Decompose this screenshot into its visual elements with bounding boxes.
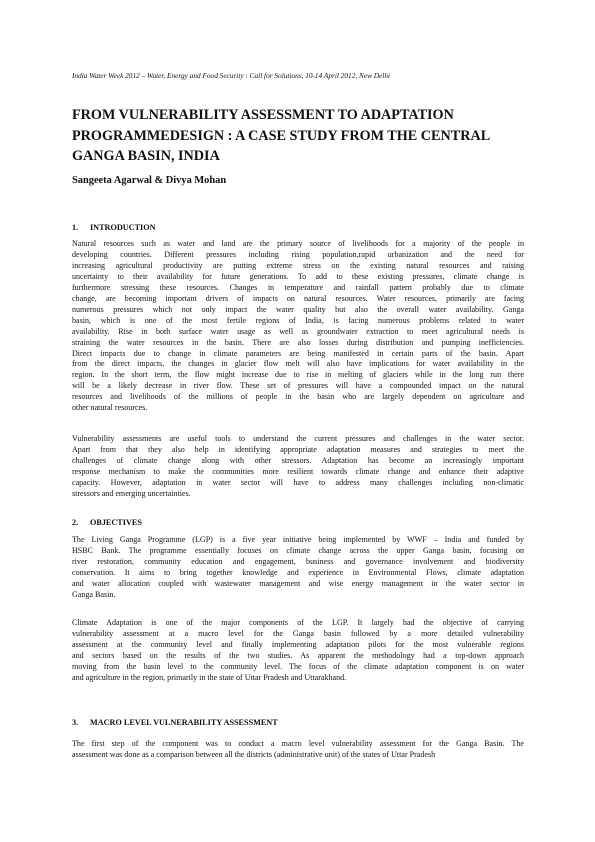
section-heading-objectives: [72, 517, 142, 528]
paragraph: [72, 618, 524, 684]
section-number: 1.: [72, 223, 79, 232]
section-title: INTRODUCTION: [90, 223, 156, 232]
paragraph-line: capacity. However, adaptation in water sector will have to address many challenges including non-climatic: [72, 477, 524, 487]
paragraph-line: region. In the short term, the flow might increase due to rise in melting of glaciers while in the long run there: [72, 370, 524, 380]
running-header: India Water Week 2012 – Water, Energy and Food Security : Call for Solutions, 10-14 April 2012, New Delhi: [72, 71, 390, 80]
paragraph-line: numerous pressures which not only impact the water quality but also the overall water availability. Ganga: [72, 304, 524, 314]
paragraph-line: basin, which is one of the most fertile regions of India, is facing numerous problems related to water: [72, 315, 524, 325]
section-title: OBJECTIVES: [90, 518, 142, 527]
paragraph-line: Climate Adaptation is one of the major components of the LGP. It largely had the objective of carrying: [72, 618, 524, 627]
section-number: 2.: [72, 518, 79, 527]
paragraph-line: HSBC Bank. The programme essentially focuses on climate change across the upper Ganga basin, focusing on: [72, 545, 524, 555]
paragraph-line: response mechanism to make the communities more resilient towards climate change and enhance their adaptive: [72, 466, 524, 476]
paragraph-line: change, are becoming important drivers of impacts on natural resources. Water resources, primarily are facing: [72, 293, 524, 303]
title-line: FROM VULNERABILITY ASSESSMENT TO ADAPTATION: [72, 107, 454, 123]
paragraph-line: and water allocation coupled with wastewater management and wise energy management in the water sector in: [72, 578, 524, 588]
title-line: GANGA BASIN, INDIA: [72, 148, 220, 164]
paragraph-line: Natural resources such as water and land are the primary source of livelihoods for a majority of the people in: [72, 239, 524, 248]
paragraph: [72, 739, 524, 761]
paragraph-line: river restoration, community education and engagement, business and governance involvement and biodiversity: [72, 556, 524, 566]
paragraph-line: Vulnerability assessments are useful tools to understand the current pressures and challenges in the water sector.: [72, 434, 524, 443]
paragraph-line: increasing agricultural productivity are putting extreme stress on the existing natural resources and raising: [72, 260, 524, 270]
paragraph: [72, 239, 524, 414]
section-title: MACRO LEVEL VULNERABILITY ASSESSMENT: [90, 718, 278, 727]
paragraph-line: will be a likely decrease in river flow. These set of pressures will have a compounded impact on the natural: [72, 381, 524, 391]
paragraph-line: other natural resources.: [72, 403, 148, 413]
paragraph-line: vulnerability assessment at a macro level for the Ganga basin followed by a more detailed vulnerability: [72, 628, 524, 638]
paragraph-line: Direct impacts due to change in climate parameters are being manifested in certain parts of the basin. Apart: [72, 348, 524, 358]
paragraph: [72, 434, 524, 500]
section-heading-macro-level-vulnerability-assessment: [72, 717, 278, 728]
authors: Sangeeta Agarwal & Divya Mohan: [72, 175, 227, 186]
paragraph-line: uncertainty to their availability for future generations. To add to these existing pressures, climate change is: [72, 271, 524, 281]
title-line: PROGRAMMEDESIGN : A CASE STUDY FROM THE CENTRAL: [72, 127, 491, 144]
paragraph-line: resources and livelihoods of the millions of people in the basin who are largely dependent on agriculture and: [72, 392, 524, 402]
paragraph-line: furthermore stressing these resources. Changes in temperature and rainfall pattern probably due to climate: [72, 282, 524, 292]
paragraph-line: moving from the basin level to the community level. The focus of the climate adaptation component is on water: [72, 661, 524, 671]
paragraph-line: stressors and emerging uncertainties.: [72, 488, 191, 498]
paragraph-line: The Living Ganga Programme (LGP) is a five year initiative being implemented by WWF – India and funded by: [72, 535, 524, 544]
paragraph-line: The first step of the component was to conduct a macro level vulnerability assessment for the Ganga Basin. The: [72, 739, 524, 748]
section-number: 3.: [72, 718, 79, 727]
paragraph: [72, 535, 524, 601]
paragraph-line: conservation. It aims to bring together knowledge and experience in Environmental Flows, climate adaptation: [72, 567, 524, 577]
section-heading-introduction: [72, 222, 156, 233]
paragraph-line: Apart from that they also help in identifying appropriate adaptation measures and strategies to meet the: [72, 444, 524, 454]
paragraph-line: straining the water resources in the basin. There are also losses during distribution and pumping inefficiencies.: [72, 337, 524, 347]
paragraph-line: challenges of climate change along with other stressors. Adaptation has become an increasingly important: [72, 455, 524, 465]
paragraph-line: Ganga Basin.: [72, 589, 116, 599]
paragraph-line: and agriculture in the region, primarily in the state of Uttar Pradesh and Uttarakhand.: [72, 672, 347, 682]
paragraph-line: developing countries. Different pressures including rising population,rapid urbanization and the need for: [72, 249, 524, 259]
paragraph-line: from the direct impacts, the changes in glacier flow melt will also have implications for water availability in the: [72, 359, 524, 369]
paragraph-line: availability. Rise in both surface water usage as well as groundwater extraction to meet agricultural needs is: [72, 326, 524, 336]
paper-title: [72, 105, 532, 167]
paragraph-line: and sectors based on the results of the two studies. As apparent the methodology had a top-down approach: [72, 650, 524, 660]
paragraph-line: assessment at the community level and finally implementing adaptation pilots for the most vulnerable regions: [72, 639, 524, 649]
paragraph-line: assessment was done as a comparison between all the districts (administrative unit) of the states of Uttar Pradesh: [72, 749, 436, 759]
